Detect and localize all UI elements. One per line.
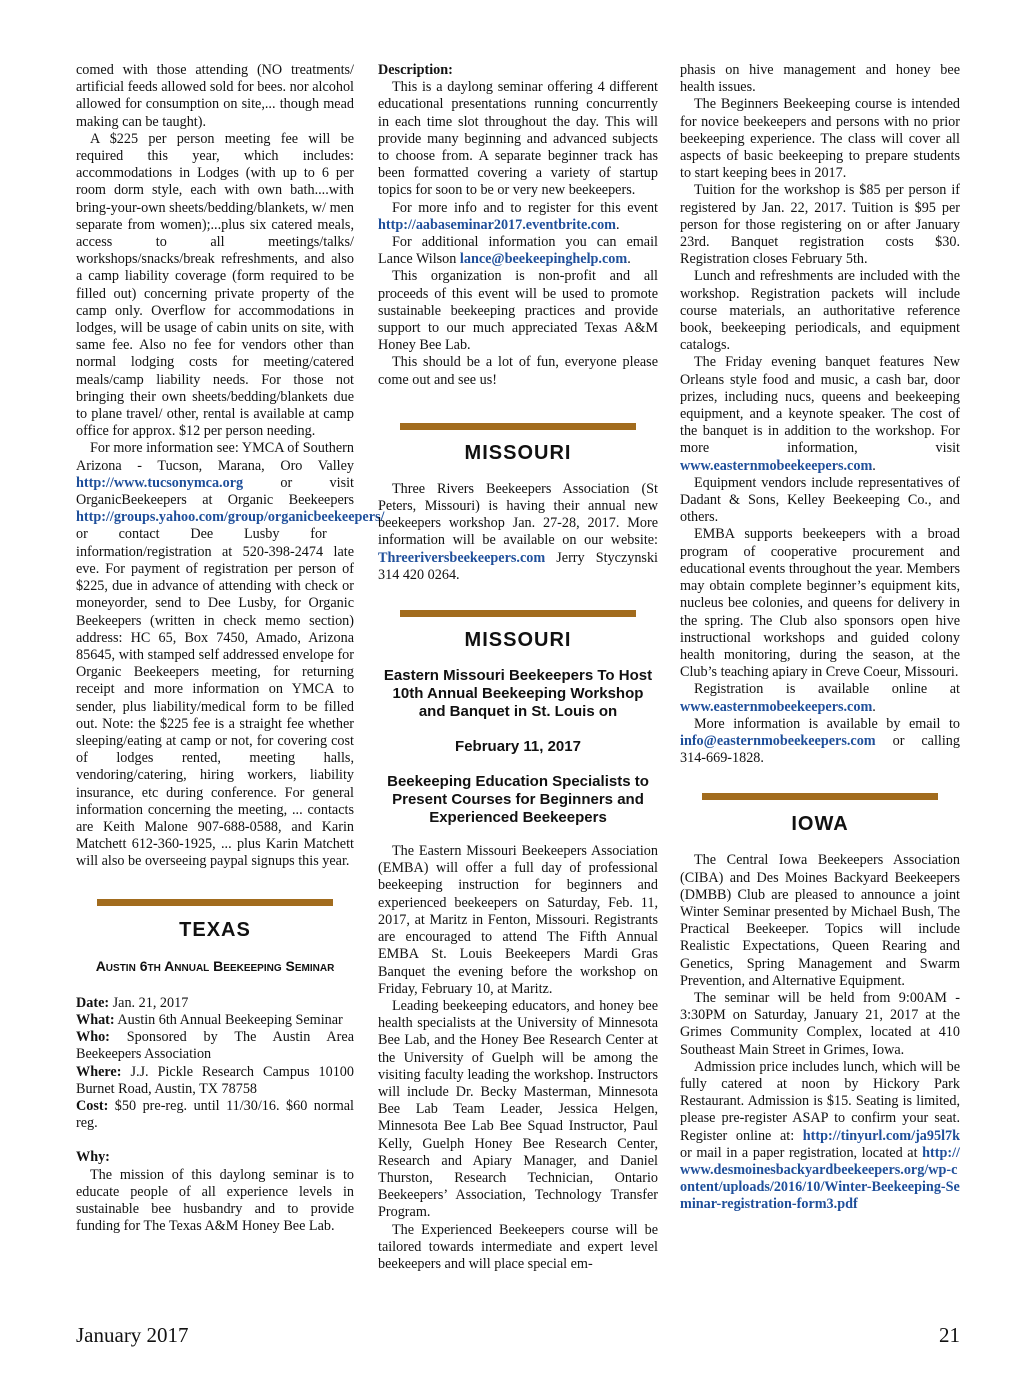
paragraph: The Central Iowa Beekeepers Association (CIBA) and Des Moines Backyard Beekeepers (DMBB) Club are pleased to announce a joint Winter Seminar presented by Michael Bush, The Practical Beekeeper. Topics will include Realistic Expectations, Queen Rearing and Genetics, Spring Management and Swarm Prevention, and Alternative Equipment. [680,852,960,989]
paragraph: Lunch and refreshments are included with the workshop. Registration packets will include course materials, an authoritative reference book, beekeeping periodicals, and equipment catalogs. [680,268,960,354]
column-1 [76,62,385,1235]
cost-line: Cost: $50 pre-reg. until 11/30/16. $60 normal reg. [76,1097,354,1132]
section-rule [400,423,636,430]
paragraph: comed with those attending (NO treatments/ artificial feeds allowed sold for bees. nor alcohol allowed for consumption on site,... though mead making can be taught). [76,62,354,130]
paragraph: Equipment vendors include representatives of Dadant & Sons, Kelley Beekeeping Co., and others. [680,474,960,526]
why-label: Why: [76,1149,110,1166]
paragraph: More information is available by email to info@easternmobeekeepers.com or calling 314-669-1828. [680,715,960,767]
link-tinyurl[interactable]: http://tinyurl.com/ja95l7k [802,1127,960,1144]
link-three-rivers[interactable]: Threeriversbeekeepers.com [378,549,546,566]
paragraph: EMBA supports beekeepers with a broad program of cooperative procurement and educational events throughout the year. Members may obtain complete beginner’s equipment kits, nucleus bee colonies, and queens for delivery in the spring. The Club also sponsors open hive instructional workshops and guided colony health monitoring, during the season, at the Club’s teaching apiary in Creve Coeur, Missouri. [680,526,960,681]
paragraph: The Eastern Missouri Beekeepers Association (EMBA) will offer a full day of professional beekeeping instruction for beginners and experienced beekeepers on Saturday, Feb. 11, 2017, at Maritz in Fenton, Missouri. Registrants are encouraged to attend The Fifth Annual EMBA St. Louis Beekeepers Mardi Gras Banquet the evening before the workshop on Friday, February 10, at Maritz. [378,843,658,997]
link-lance-email[interactable]: lance@beekeepinghelp.com [459,251,628,268]
texas-subtitle: Austin 6th Annual Beekeeping Seminar [95,957,335,974]
who-line: Who: Sponsored by The Austin Area Beekeepers Association [76,1029,354,1063]
paragraph: The Experienced Beekeepers course will be tailored towards intermediate and expert level beekeepers and will place special em- [378,1221,658,1272]
section-title-texas: TEXAS [179,918,251,941]
where-line: Where: J.J. Pickle Research Campus 10100 Burnet Road, Austin, TX 78758 [76,1063,354,1097]
paragraph: The mission of this daylong seminar is to educate people of all experience levels in sustainable bee husbandry and to provide funding for The Texas A&M Honey Bee Lab. [76,1166,354,1235]
paragraph: The Beginners Beekeeping course is intended for novice beekeepers and persons with no prior beekeeping experience. The class will cover all aspects of basic beekeeping to prepare students to start keeping bees in 2017. [680,96,960,182]
paragraph: Admission price includes lunch, which will be fully catered at noon by Hickory Park Restaurant. Admission is $15. Seating is limited, please pre-register ASAP to confirm your seat. Register online at: http://tinyurl.com/ja95l7k or mail in a paper registration, located at http://www.desmoinesbackyardbeekeepers.org/wp-content/uploads/2016/10/Winter-Beekeeping-Seminar-registration-form3.pdf [680,1058,960,1213]
paragraph: For more info and to register for this event http://aabaseminar2017.eventbrite.com. [378,199,658,233]
headline-sub: Beekeeping Education Specialists to Present Courses for Beginners and Experienced Beekeepers [387,773,649,827]
section-rule [400,610,636,617]
link-ymca[interactable]: http://www.tucsonymca.org [76,474,244,491]
paragraph: This is a daylong seminar offering 4 different educational presentations running concurrently in each time slot throughout the day. This will provide many beginning and advanced subjects to choose from. A separate beginner track has been formatted covering a variety of startup topics for soon to be or very new beekeepers. [378,79,658,199]
what-line: What: Austin 6th Annual Beekeeping Seminar [76,1011,343,1028]
section-rule [702,793,938,800]
paragraph: For additional information you can email Lance Wilson lance@beekeepinghelp.com. [378,234,658,268]
section-rule [97,899,333,906]
link-info-email[interactable]: info@easternmobeekeepers.com [680,732,876,749]
paragraph: phasis on hive management and honey bee health issues. [680,62,960,96]
paragraph: This organization is non-profit and all proceeds of this event will be used to promote sustainable beekeeping practices and provide support to our much appreciated Texas A&M Honey Bee Lab. [378,268,658,354]
headline: Eastern Missouri Beekeepers To Host 10th Annual Beekeeping Workshop and Banquet in St. Louis on [383,667,653,721]
paragraph: A $225 per person meeting fee will be required this year, which includes: accommodations in Lodges (with up to 6 per room dorm style, each with own bath....with bring-your-own sheets/bedding/blankets, w/ men separate from women);...plus six catered meals, access to all meetings/talks/ workshops/snacks/break refreshments, and also a camp liability coverage (form required to be filled out) concerning private property of the camp only. Overflow for accommodations in lodges, will be usage of cabin units on site, with same fee. Also no fee for vendors other than normal lodging costs for meeting/catered meals/camp liability needs. For those not bringing their own sheets/bedding/blankets due to plane travel/ other, rental is available at camp office for approx. $12 per person needing. [76,130,354,440]
paragraph: The Friday evening banquet features New Orleans style food and music, a cash bar, door prizes, including nucs, queens and beekeeping equipment, and a keynote speaker. The cost of the banquet is in addition to the workshop. For more information, visit www.easternmobeekeepers.com. [680,354,960,474]
footer-date: January 2017 [76,1323,189,1347]
link-aaba-seminar[interactable]: http://aabaseminar2017.eventbrite.com [378,216,617,233]
paragraph: Leading beekeeping educators, and honey bee health specialists at the University of Minnesota Bee Lab, and the Honey Bee Research Center at the University of Guelph will be among the visiting faculty leading the workshop. Instructors will include Dr. Becky Masterman, Minnesota Bee Lab Team Leader, Jessica Helgen, Minnesota Bee Lab Bee Squad Instructor, Paul Kelly, Guelph Honey Bee Research Center, Research and Apiary Manager, and Daniel Thurston, Research Technician, Ontario Beekeepers’ Association, Technology Transfer Program. [378,997,658,1221]
section-title-iowa: IOWA [791,813,849,836]
link-desmoines-form[interactable]: http://www.desmoinesbackyardbeekeepers.org/wp-content/uploads/2016/10/Winter-Beekeeping-Seminar-registration-form3.pdf [680,1144,960,1213]
paragraph: This should be a lot of fun, everyone please come out and see us! [378,354,658,388]
link-eastern-mo-2[interactable]: www.easternmobeekeepers.com [680,698,873,715]
column-3 [680,62,960,1214]
paragraph: Registration is available online at www.easternmobeekeepers.com. [680,681,960,715]
page-number: 21 [939,1323,960,1347]
column-2 [378,62,658,1273]
description-label: Description: [378,62,453,78]
paragraph: For more information see: YMCA of Southern Arizona - Tucson, Marana, Oro Valley http://www.tucsonymca.org or visit OrganicBeekeepers at Organic Beekeepers http://groups.yahoo.com/group/organicbeekeepers/ or contact Dee Lusby for information/registration at 520-398-2474 late eve. For payment of registration per person of $225, due in advance of attending with check or moneyorder, send to Dee Lusby, for Organic Beekeepers (written in check memo section) address: HC 65, Box 7450, Amado, Arizona 85645, with stamped self addressed envelope for Organic Beekeepers meeting, for returning receipt and more information on YMCA to sender, plus liability/medical form to be filled out. Note: the $225 fee is a straight fee whether sleeping/eating at camp or not, for covering cost of lodges rented, meeting halls, vendoring/catering, hiring workers, liability insurance, etc during conference. For general information concerning the meeting, ... contacts are Keith Malone 907-688-0588, and Karin Matchett 612-360-1925, ... plus Karin Matchett will also be overseeing paypal signups this year. [76,440,385,870]
paragraph: Tuition for the workshop is $85 per person if registered by Jan. 22, 2017. Tuition is $95 per person for those registering on or after January 23rd. Banquet registration costs $30. Registration closes February 5th. [680,182,960,268]
date-line: Date: Jan. 21, 2017 [76,994,189,1011]
link-eastern-mo[interactable]: www.easternmobeekeepers.com [680,457,873,474]
paragraph: The seminar will be held from 9:00AM - 3:30PM on Saturday, January 21, 2017 at the Grimes Community Complex, located at 410 Southeast Main Street in Grimes, Iowa. [680,989,960,1058]
link-yahoo-groups[interactable]: http://groups.yahoo.com/group/organicbeekeepers/ [76,509,385,526]
paragraph: Three Rivers Beekeepers Association (St Peters, Missouri) is having their annual new beekeepers workshop Jan. 27-28, 2017. More information will be available on our website: Threeriversbeekeepers.com Jerry Styczynski 314 420 0264. [378,480,658,583]
section-title-missouri: MISSOURI [464,441,572,464]
section-title-missouri-2: MISSOURI [464,629,572,652]
headline-date: February 11, 2017 [455,738,581,756]
